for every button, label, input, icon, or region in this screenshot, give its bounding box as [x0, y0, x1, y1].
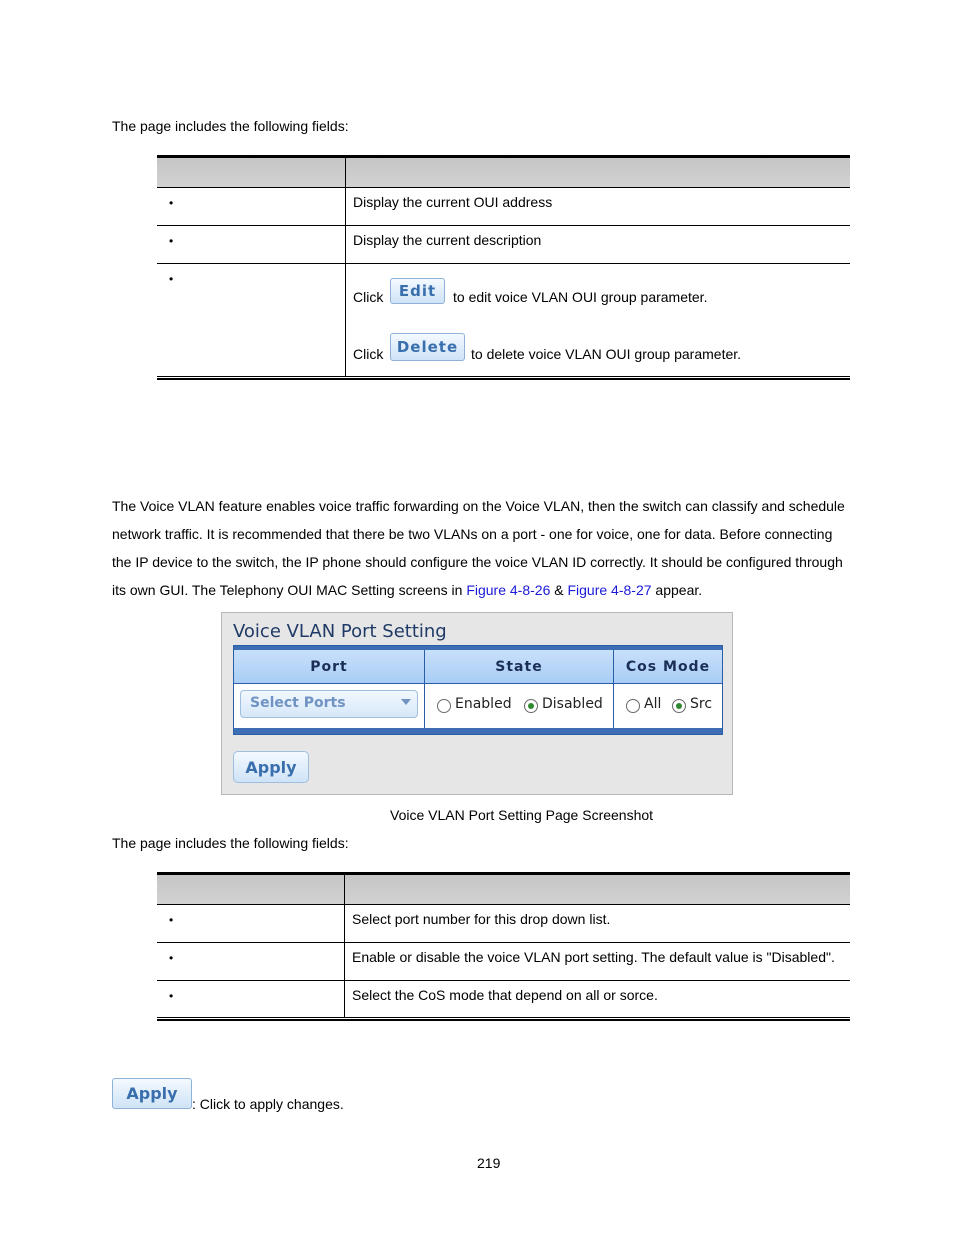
paragraph-line: network traffic. It is recommended that there be two VLANs on a port - one for voice, one for data. Before connecting	[112, 526, 833, 542]
header-cos-mode: Cos Mode	[614, 650, 722, 683]
chevron-down-icon	[401, 699, 411, 705]
bullet: •	[169, 196, 174, 210]
table-row	[157, 263, 850, 377]
row-description: Enable or disable the voice VLAN port setting. The default value is "Disabled".	[352, 949, 835, 965]
click-label: Click	[353, 289, 384, 305]
bullet: •	[169, 951, 174, 965]
state-enabled-label: Enabled	[455, 696, 512, 712]
bullet: •	[169, 913, 174, 927]
table-row	[157, 980, 850, 1018]
intro-text: The page includes the following fields:	[112, 118, 349, 134]
cos-all-radio[interactable]	[626, 699, 640, 713]
table-row	[157, 187, 850, 225]
paragraph-text: &	[550, 582, 568, 598]
bullet: •	[169, 272, 174, 286]
row-delete-line	[353, 346, 383, 362]
apply-button[interactable]: Apply	[233, 751, 309, 783]
paragraph-text: appear.	[651, 582, 703, 598]
bullet: •	[169, 989, 174, 1003]
paragraph-line: The Voice VLAN feature enables voice traffic forwarding on the Voice VLAN, then the switch can classify and schedule	[112, 498, 845, 514]
select-ports-dropdown[interactable]	[240, 690, 418, 718]
click-label: Click	[353, 346, 384, 362]
figure-link-4-8-26[interactable]: Figure 4-8-26	[466, 582, 551, 598]
state-disabled-radio[interactable]	[524, 699, 538, 713]
delete-button[interactable]: Delete	[390, 333, 465, 361]
apply-note-text: : Click to apply changes.	[192, 1096, 344, 1112]
select-ports-label: Select Ports	[250, 695, 346, 711]
row-description: Display the current OUI address	[353, 194, 553, 210]
table-row	[157, 225, 850, 263]
row-description: Select the CoS mode that depend on all or sorce.	[352, 987, 658, 1003]
paragraph-text: its own GUI. The Telephony OUI MAC Setting screens in	[112, 582, 467, 598]
page-number: 219	[477, 1155, 501, 1171]
header-state: State	[425, 650, 613, 683]
state-enabled-radio[interactable]	[437, 699, 451, 713]
delete-description: to delete voice VLAN OUI group parameter.	[471, 346, 742, 362]
figure-link-4-8-27[interactable]: Figure 4-8-27	[567, 582, 652, 598]
bullet: •	[169, 234, 174, 248]
table-row	[157, 942, 850, 980]
intro-text: The page includes the following fields:	[112, 835, 349, 851]
row-edit-line	[353, 289, 383, 305]
voice-vlan-port-setting-screenshot	[221, 612, 733, 795]
row-description: Select port number for this drop down list.	[352, 911, 611, 927]
table-header	[157, 875, 850, 904]
fields-table-oui	[157, 155, 850, 380]
cos-all-label: All	[644, 696, 662, 712]
port-setting-grid	[233, 645, 723, 735]
header-port: Port	[234, 650, 424, 683]
figure-caption: Voice VLAN Port Setting Page Screenshot	[390, 807, 654, 823]
apply-button-sample[interactable]: Apply	[112, 1078, 192, 1109]
fields-table-port-setting	[157, 872, 850, 1024]
cos-src-radio[interactable]	[672, 699, 686, 713]
row-description: Display the current description	[353, 232, 542, 248]
panel-title: Voice VLAN Port Setting	[233, 621, 447, 642]
edit-description: to edit voice VLAN OUI group parameter.	[453, 289, 708, 305]
paragraph-line	[112, 582, 702, 598]
table-header	[157, 158, 850, 187]
state-disabled-label: Disabled	[542, 696, 603, 712]
table-row	[157, 904, 850, 942]
edit-button[interactable]: Edit	[390, 278, 445, 304]
paragraph-line: the IP device to the switch, the IP phone should configure the voice VLAN ID correctly. It should be configured through	[112, 554, 843, 570]
cos-src-label: Src	[690, 696, 713, 712]
